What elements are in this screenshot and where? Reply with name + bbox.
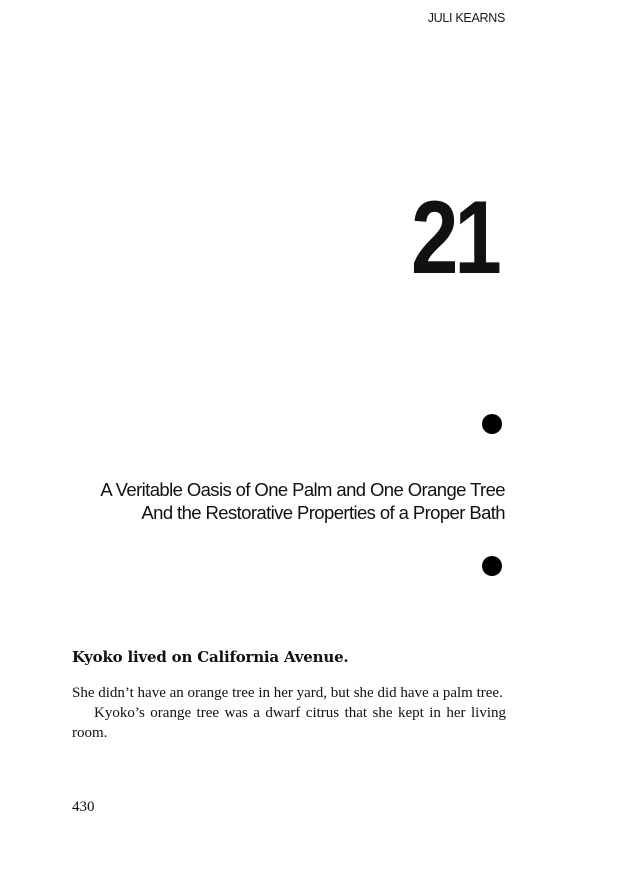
- ornament-dot-top: [482, 414, 502, 434]
- page-number: 430: [72, 799, 95, 815]
- lead-sentence: Kyoko lived on California Avenue.: [72, 648, 349, 666]
- paragraph: She didn’t have an orange tree in her yard, but she did have a palm tree.: [72, 685, 503, 701]
- paragraph: Kyoko’s orange tree was a dwarf citrus that she kept in her living room.: [72, 705, 506, 741]
- chapter-title-line-2: And the Restorative Properties of a Proper Bath: [141, 502, 505, 523]
- chapter-title-line-1: A Veritable Oasis of One Palm and One Orange Tree: [100, 479, 505, 500]
- ornament-dot-bottom: [482, 556, 502, 576]
- body-text: [72, 683, 506, 743]
- chapter-title: [100, 478, 505, 524]
- chapter-number: 21: [411, 180, 498, 296]
- running-head-author: JULI KEARNS: [427, 11, 505, 25]
